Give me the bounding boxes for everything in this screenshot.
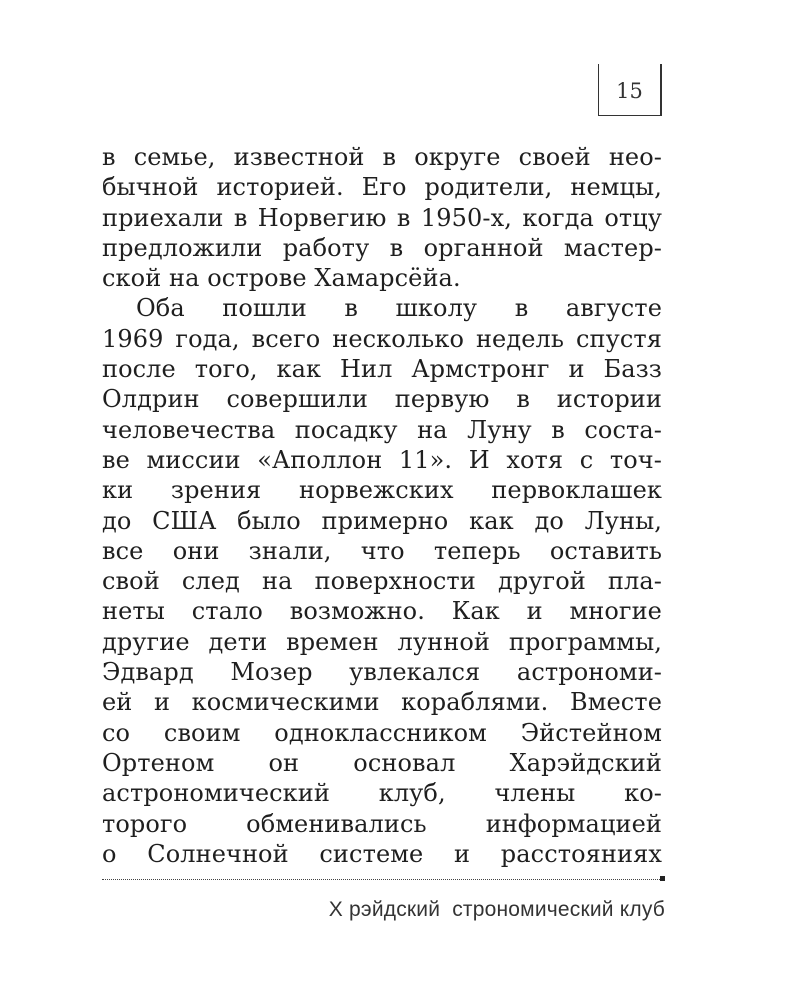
text-line: ки зрения норвежских первоклашек — [102, 476, 662, 505]
text-line: после того, как Нил Армстронг и Базз — [102, 355, 662, 384]
text-line: ей и космическими кораблями. Вместе — [102, 688, 662, 717]
text-line: Ортеном он основал Харэйдский — [102, 748, 662, 777]
body-text — [102, 142, 662, 869]
text-line: Оба пошли в школу в августе — [136, 294, 662, 323]
running-footer: Х рэйдский строномический клуб — [328, 898, 665, 921]
text-line: все они знали, что теперь оставить — [102, 536, 662, 565]
text-line: до США было примерно как до Луны, — [102, 506, 662, 535]
text-line: Эдвард Мозер увлекался астрономи- — [102, 658, 662, 687]
text-line: в семье, известной в округе своей нео- — [102, 143, 662, 171]
text-line: бычной историей. Его родители, немцы, — [102, 173, 662, 202]
text-line: человечества посадку на Луну в соста- — [102, 415, 662, 444]
footer-divider — [102, 879, 660, 880]
text-line: свой след на поверхности другой пла- — [102, 567, 662, 596]
text-line: неты стало возможно. Как и многие — [102, 597, 662, 626]
text-line: ве миссии «Аполлон 11». И хотя с точ- — [102, 445, 662, 474]
text-line: приехали в Норвегию в 1950-х, когда отцу — [102, 203, 662, 232]
text-line: 1969 года, всего несколько недель спустя — [102, 324, 662, 353]
footer-divider-end-mark — [660, 876, 665, 881]
text-line: астрономический клуб, члены ко- — [102, 779, 662, 808]
text-line: о Солнечной системе и расстояниях — [102, 839, 662, 868]
text-line: со своим одноклассником Эйстейном — [102, 718, 662, 747]
text-line: Олдрин совершили первую в истории — [102, 385, 662, 414]
text-line: ской на острове Хамарсёйа. — [102, 264, 461, 293]
text-line: торого обменивались информацией — [102, 809, 662, 838]
text-line: предложили работу в органной мастер- — [102, 233, 662, 262]
page-number: 15 — [598, 64, 662, 116]
text-line: другие дети времен лунной программы, — [102, 627, 662, 656]
